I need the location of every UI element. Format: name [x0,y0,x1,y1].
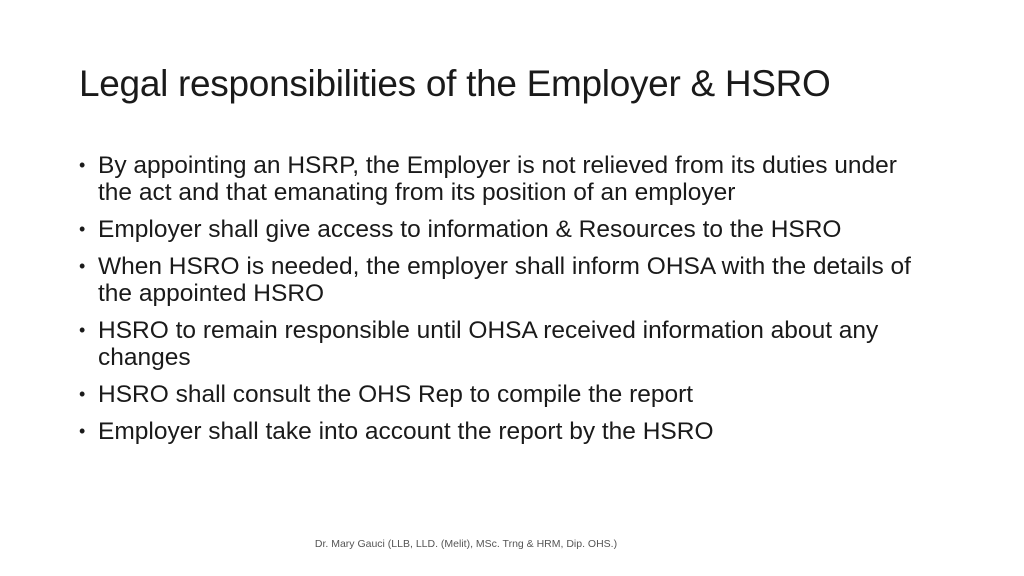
bullet-text: Employer shall give access to information & Resources to the HSRO [98,216,842,243]
slide-footer: Dr. Mary Gauci (LLB, LLD. (Melit), MSc. Trng & HRM, Dip. OHS.) [314,538,618,550]
bullet-list [79,152,929,455]
bullet-item [79,253,929,307]
bullet-dot-icon: • [79,384,86,404]
bullet-dot-icon: • [79,256,86,276]
bullet-dot-icon: • [79,219,86,239]
bullet-text: By appointing an HSRP, the Employer is not relieved from its duties under the act and that emanating from its position of an employer [98,152,897,206]
bullet-dot-icon: • [79,421,86,441]
bullet-text: When HSRO is needed, the employer shall inform OHSA with the details of the appointed HSRO [98,253,911,307]
slide-title: Legal responsibilities of the Employer & HSRO [79,63,831,104]
bullet-text: Employer shall take into account the report by the HSRO [98,418,714,445]
bullet-text: HSRO shall consult the OHS Rep to compile the report [98,381,694,408]
bullet-dot-icon: • [79,155,86,175]
bullet-item [79,317,929,371]
bullet-text: HSRO to remain responsible until OHSA received information about any changes [98,317,879,371]
bullet-item [79,381,929,408]
bullet-item [79,216,929,243]
bullet-item [79,152,929,206]
bullet-item [79,418,929,445]
bullet-dot-icon: • [79,320,86,340]
